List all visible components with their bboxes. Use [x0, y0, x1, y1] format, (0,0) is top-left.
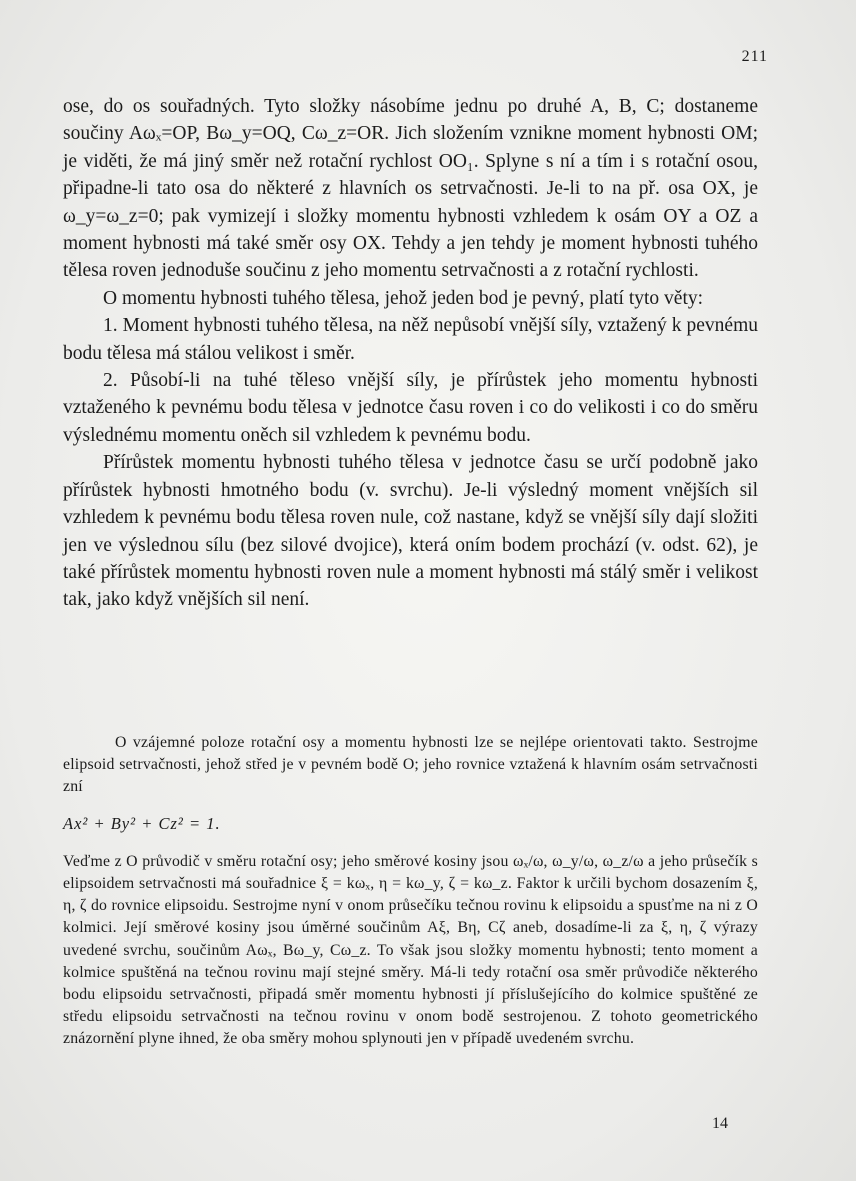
- note-paragraph: Veďme z O průvodič v směru rotační osy; jeho směrové kosiny jsou ωₓ/ω, ω_y/ω, ω_z/ω a jeho průsečík s elipsoidem setrvačnosti má souřadnice ξ = kωₓ, η = kω_y, ζ = kω_z. Faktor k určili bychom dosazením ξ, η, ζ do rovnice elipsoidu. Sestrojme nyní v onom průsečíku tečnou rovinu k elipsoidu a spusťme na ni z O kolmici. Její směrové kosiny jsou úměrné součinům Aξ, Bη, Cζ aneb, dosadíme-li za ξ, η, ζ výrazy uvedené svrchu, součinům Aωₓ, Bω_y, Cω_z. To však jsou složky momentu hybnosti; tento moment a kolmice spuštěná na tečnou rovinu mají stejné směry. Má-li tedy rotační osa směr průvodiče některého bodu elipsoidu setrvačnosti, připadá směr momentu hybnosti jí příslušejícího do kolmice spuštěné ze středu elipsoidu setrvačnosti na tečnou rovinu v onom bodě sestrojenou. Z tohoto geometrického znázornění plyne ihned, že oba směry mohou splynouti jen v případě uvedeném svrchu.: [63, 852, 758, 1048]
- main-text: [63, 93, 758, 614]
- theorem-2: 2. Působí-li na tuhé těleso vnější síly, je přírůstek jeho momentu hybnosti vztaženého k pevnému bodu tělesa v jednotce času roven i co do velikosti i co do směru výslednému momentu oněch sil vzhledem k pevnému bodu.: [63, 370, 758, 446]
- theorem-1: 1. Moment hybnosti tuhého tělesa, na něž nepůsobí vnější síly, vztažený k pevnému bodu tělesa má stálou velikost i směr.: [63, 315, 758, 364]
- page-number: 211: [741, 48, 768, 65]
- note-paragraph: O vzájemné poloze rotační osy a momentu hybnosti lze se nejlépe orientovati takto. Sestrojme elipsoid setrvačnosti, jehož střed je v pevném bodě O; jeho rovnice vztažená k hlavním osám setrvačnosti zní: [63, 734, 758, 796]
- paragraph: O momentu hybnosti tuhého tělesa, jehož jeden bod je pevný, platí tyto věty:: [103, 287, 704, 309]
- paragraph: ose, do os souřadných. Tyto složky násobíme jednu po druhé A, B, C; dostaneme součiny Aωₓ=OP, Bω_y=OQ, Cω_z=OR. Jich složením vznikne moment hybnosti OM; je viděti, že má jiný směr než rotační rychlost OO₁. Splyne s ní a tím i s rotační osou, připadne-li tato osa do některé z hlavních os setrvačnosti. Je-li to na př. osa OX, je ω_y=ω_z=0; pak vymizejí i složky momentu hybnosti vzhledem k osám OY a OZ a moment hybnosti má také směr osy OX. Tehdy a jen tehdy je moment hybnosti tuhého tělesa roven jednoduše součinu z jeho momentu setrvačnosti a z rotační rychlosti.: [63, 96, 758, 282]
- paragraph: Přírůstek momentu hybnosti tuhého tělesa v jednotce času se určí podobně jako přírůstek hybnosti hmotného bodu (v. svrchu). Je-li výsledný moment vnějších sil vzhledem k pevnému bodu tělesa roven nule, což nastane, když se vnější síly dají složiti jen ve výslednou sílu (bez silové dvojice), která oním bodem prochází (v. odst. 62), je také přírůstek momentu hybnosti roven nule a moment hybnosti má stálý směr i velikost tak, jako když vnějších sil není.: [63, 452, 758, 611]
- signature-mark: 14: [712, 1115, 728, 1132]
- ellipsoid-equation: Ax² + By² + Cz² = 1.: [63, 813, 221, 833]
- small-print-note: [63, 732, 758, 1051]
